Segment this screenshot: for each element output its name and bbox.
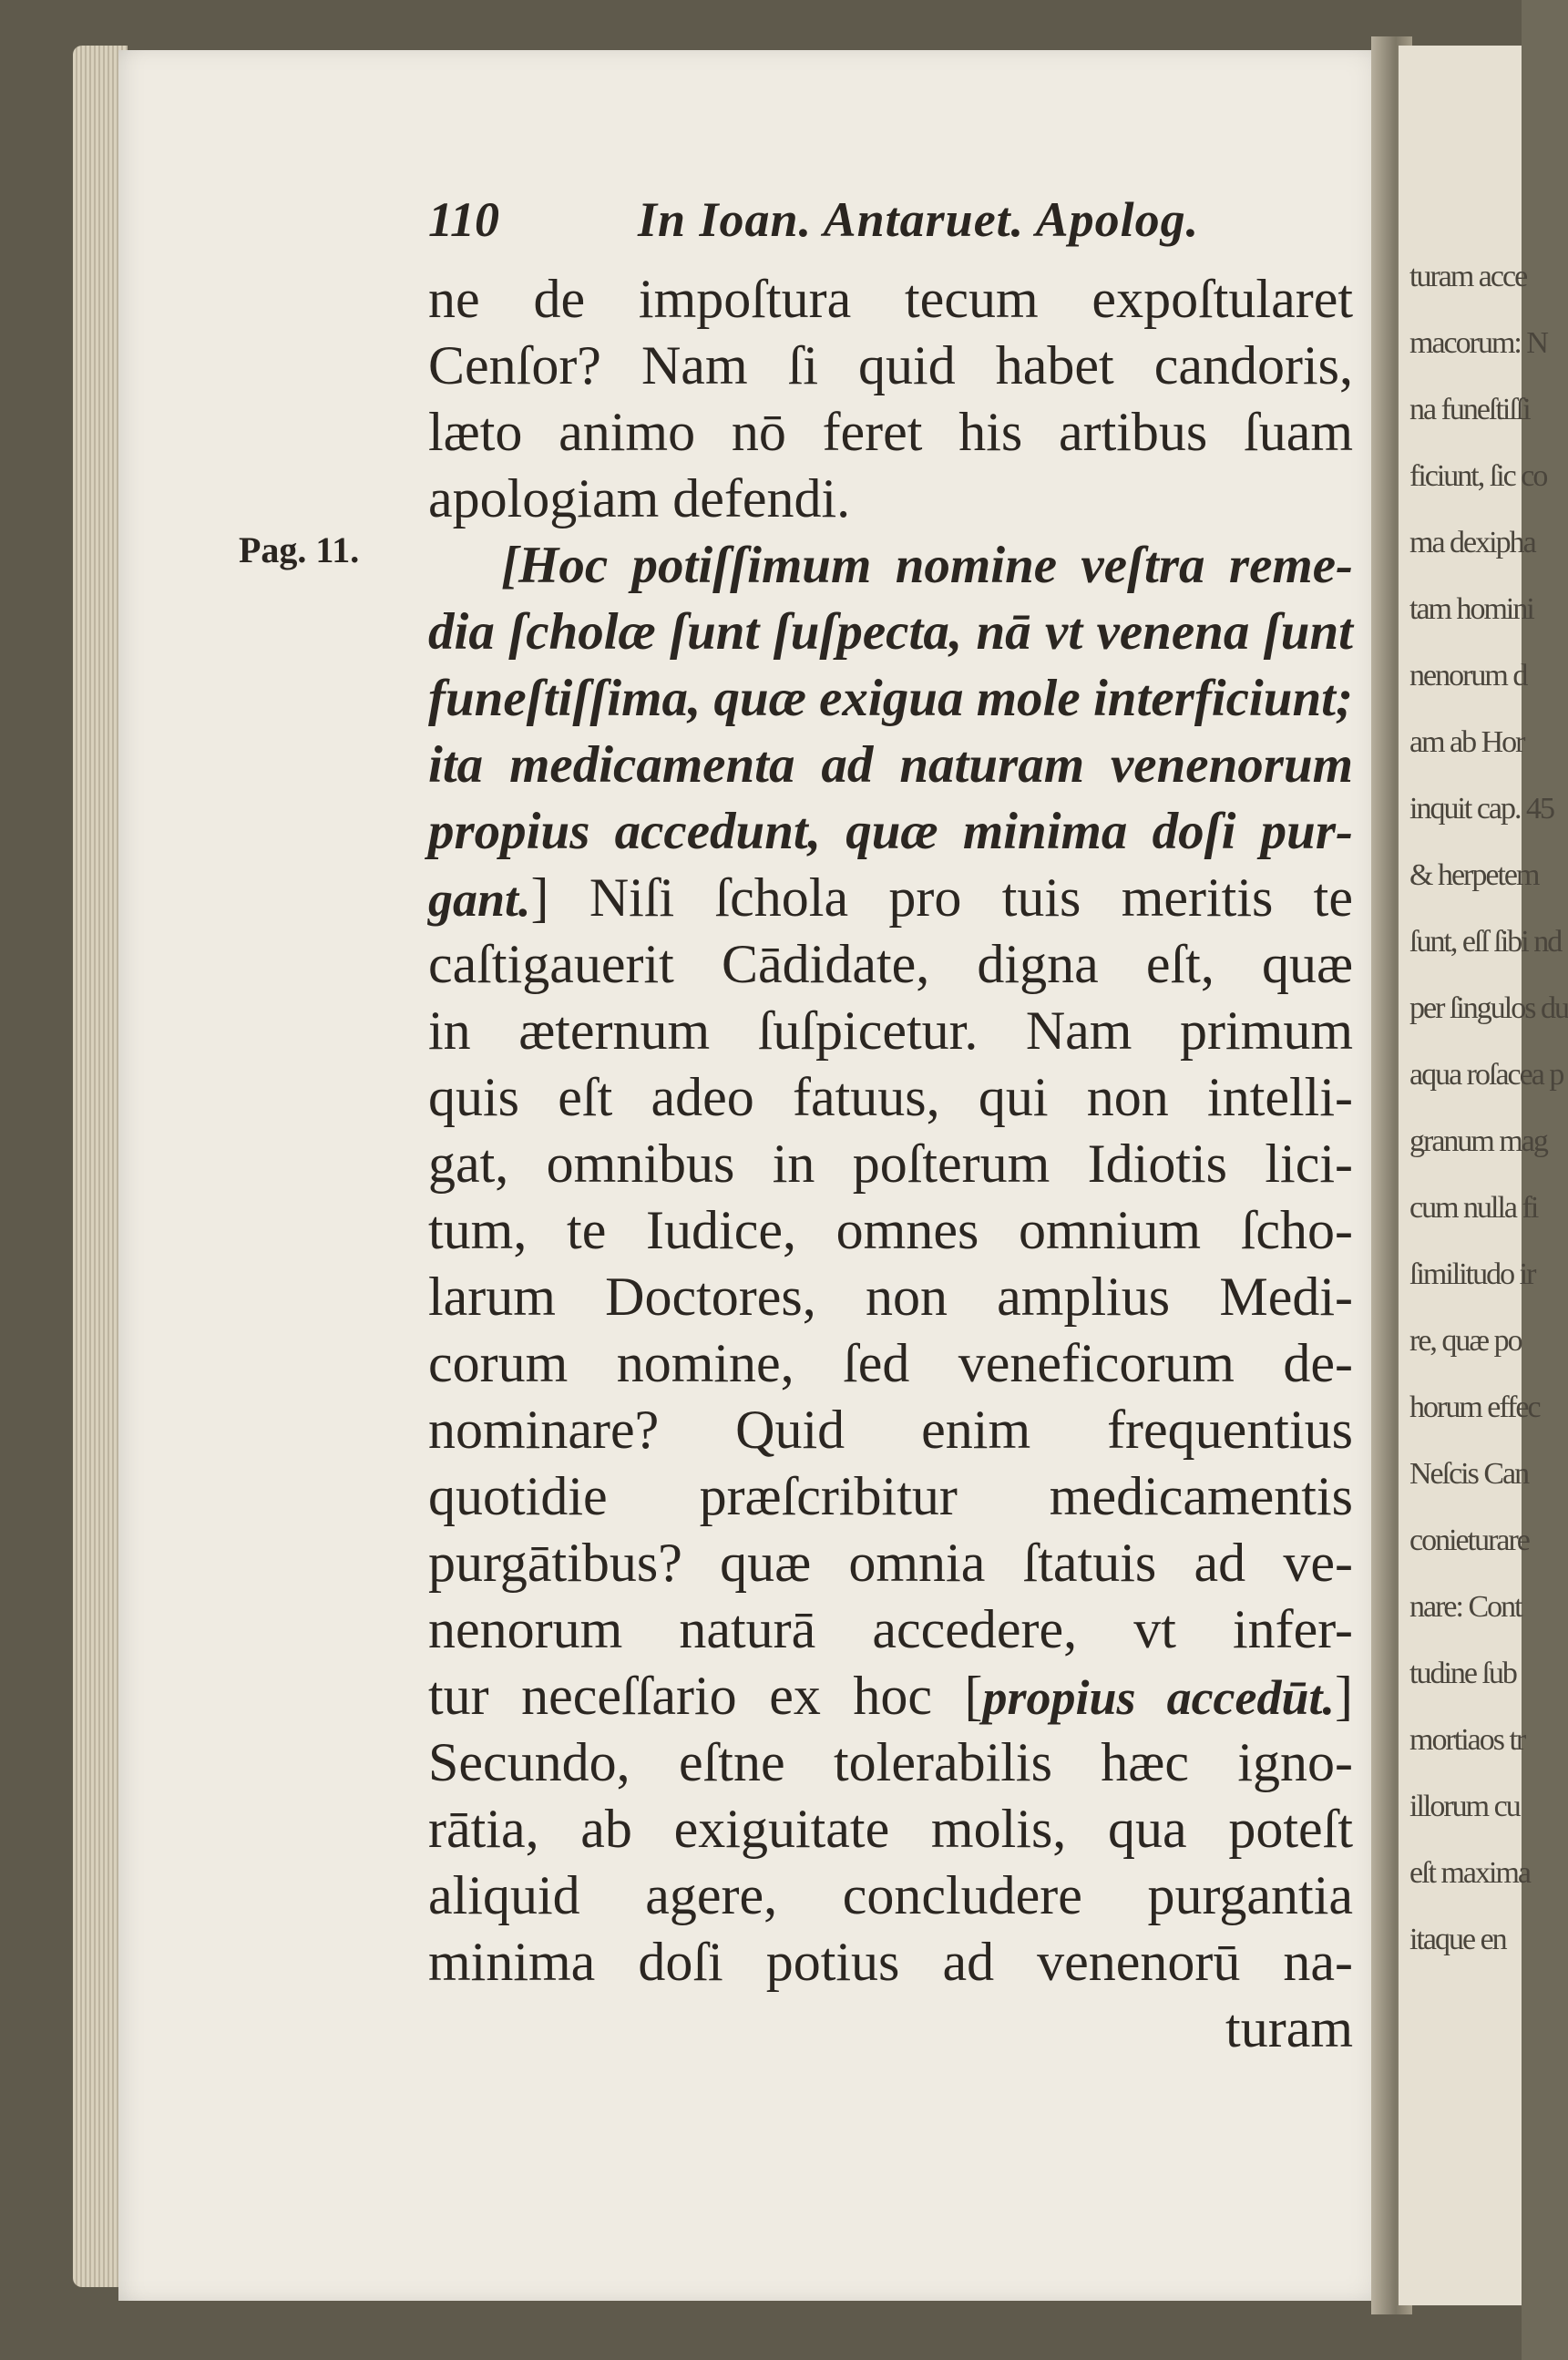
- facing-page-fragment: re, quæ po: [1409, 1324, 1522, 1358]
- text-line: læto animo nō feret his artibus ſuam: [428, 402, 1353, 462]
- facing-page-fragment: na funeſtiſſi: [1409, 393, 1530, 426]
- text-line: caſtigauerit Cādidate, digna eſt, quæ: [428, 934, 1353, 994]
- text-line: gat, omnibus in poſterum Idiotis lici-: [428, 1134, 1353, 1194]
- text-line: aliquid agere, concludere purgantia: [428, 1865, 1353, 1925]
- text-line: in æternum ſuſpicetur. Nam primum: [428, 1000, 1353, 1061]
- facing-page-fragment: cum nulla fi: [1409, 1191, 1538, 1225]
- text-line: funeſtiſſima, quæ exigua mole interficiunt;: [428, 670, 1353, 727]
- text-line: nenorum naturā accedere, vt infer-: [428, 1599, 1353, 1659]
- facing-page-fragment: per ſingulos du: [1409, 991, 1568, 1025]
- text-line: Secundo, eſtne tolerabilis hæc igno-: [428, 1732, 1353, 1792]
- italic-span: gant.: [428, 872, 531, 927]
- margin-note: Pag. 11.: [239, 529, 360, 570]
- text-line: ne de impoſtura tecum expoſtularet: [428, 269, 1353, 329]
- text-line: turam: [1225, 1998, 1353, 2058]
- text-line: tum, te Iudice, omnes omnium ſcho-: [428, 1200, 1353, 1260]
- facing-page-fragment: granum mag: [1409, 1124, 1547, 1158]
- text-line: quotidie præſcribitur medicamentis: [428, 1466, 1353, 1526]
- text-line: [Hoc potiſſimum nomine veſtra reme-: [501, 537, 1353, 594]
- facing-page-fragment: ma dexipha: [1409, 526, 1535, 559]
- running-title: In Ioan. Antaruet. Apolog.: [638, 192, 1200, 247]
- facing-page-fragment: itaque en: [1409, 1923, 1506, 1956]
- facing-page-fragment: eſt maxima: [1409, 1856, 1531, 1890]
- text-line: rātia, ab exiguitate molis, qua poteſt: [428, 1799, 1353, 1859]
- facing-page-fragment: turam acce: [1409, 260, 1527, 293]
- facing-page-fragment: macorum: N: [1409, 326, 1547, 360]
- facing-page-edge: [1399, 46, 1568, 2305]
- page-number: 110: [428, 192, 500, 247]
- text-line: Cenſor? Nam ſi quid habet candoris,: [428, 335, 1353, 395]
- facing-page-fragment: Neſcis Can: [1409, 1457, 1529, 1491]
- facing-page-fragment: nare: Cont: [1409, 1590, 1522, 1624]
- facing-page-fragment: aqua roſacea p: [1409, 1058, 1563, 1092]
- italic-span: propius accedūt.: [982, 1670, 1336, 1725]
- text-line: purgātibus? quæ omnia ſtatuis ad ve-: [428, 1533, 1353, 1593]
- running-header: [428, 191, 1339, 255]
- roman-span: tur neceſſario ex hoc [: [428, 1666, 983, 1726]
- text-line: propius accedunt, quæ minima doſi pur-: [428, 803, 1353, 860]
- text-line: ita medicamenta ad naturam venenorum: [428, 736, 1353, 794]
- facing-page-fragment: illorum cu: [1409, 1790, 1520, 1823]
- roman-span: ]: [1335, 1666, 1353, 1726]
- text-line: [428, 1663, 1353, 1729]
- facing-page-fragment: inquit cap. 45: [1409, 792, 1554, 826]
- roman-span: ] Niſi ſchola pro tuis meritis te: [530, 867, 1353, 928]
- text-line: apologiam defendi.: [428, 468, 851, 528]
- facing-page-fragment: nenorum d: [1409, 659, 1527, 693]
- facing-page-fragment: conieturare: [1409, 1524, 1529, 1557]
- facing-page-fragment: ſimilitudo ir: [1409, 1257, 1535, 1291]
- text-line: nominare? Quid enim frequentius: [428, 1400, 1353, 1460]
- facing-page-fragment: & herpetem: [1409, 858, 1539, 892]
- facing-page-fragment: ficiunt, ſic co: [1409, 459, 1547, 493]
- facing-page-fragment: ſunt, eſſ ſibi nd: [1409, 925, 1562, 959]
- text-line: corum nomine, ſed veneficorum de-: [428, 1333, 1353, 1393]
- text-line: quis eſt adeo fatuus, qui non intelli-: [428, 1067, 1353, 1127]
- text-line: [428, 865, 1353, 931]
- facing-page-fragment: horum effec: [1409, 1390, 1540, 1424]
- facing-page-fragment: am ab Hor: [1409, 725, 1524, 759]
- text-line: dia ſcholæ ſunt ſuſpecta, nā vt venena ſunt: [428, 603, 1353, 661]
- text-line: larum Doctores, non amplius Medi-: [428, 1267, 1353, 1327]
- facing-page-fragment: tudine ſub: [1409, 1657, 1516, 1690]
- facing-page-fragment: mortiaos tr: [1409, 1723, 1525, 1757]
- text-line: minima doſi potius ad venenorū na-: [428, 1932, 1353, 1992]
- body-text: [428, 266, 1353, 2062]
- facing-page-fragment: tam homini: [1409, 592, 1533, 626]
